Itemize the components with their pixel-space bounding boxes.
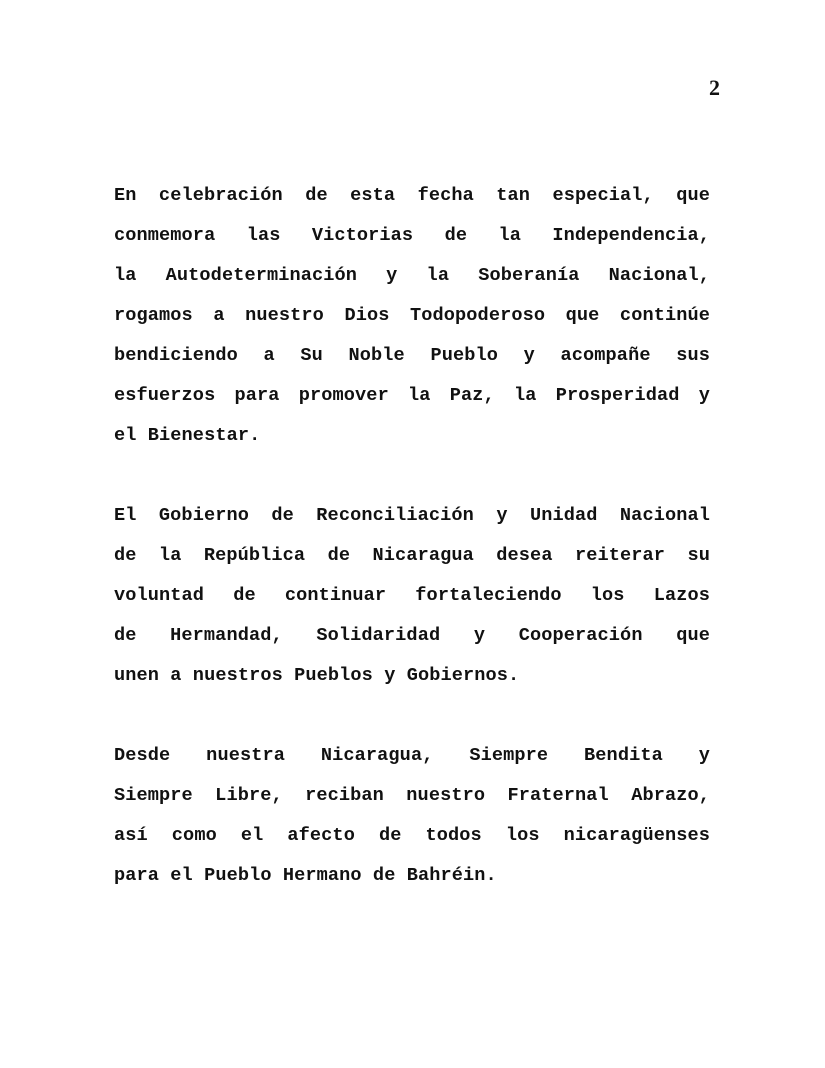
text-line: así como el afecto de todos los nicaragüenses bbox=[114, 825, 710, 846]
text-line: rogamos a nuestro Dios Todopoderoso que continúe bbox=[114, 305, 710, 326]
text-line: de Hermandad, Solidaridad y Cooperación que bbox=[114, 625, 710, 646]
text-line: Siempre Libre, reciban nuestro Fraternal Abrazo, bbox=[114, 785, 710, 806]
text-line: bendiciendo a Su Noble Pueblo y acompañe sus bbox=[114, 345, 710, 366]
paragraph-closing bbox=[114, 736, 710, 896]
text-line: la Autodeterminación y la Soberanía Nacional, bbox=[114, 265, 710, 286]
text-line: el Bienestar. bbox=[114, 425, 261, 446]
text-line: esfuerzos para promover la Paz, la Prosperidad y bbox=[114, 385, 710, 406]
text-line: unen a nuestros Pueblos y Gobiernos. bbox=[114, 665, 520, 686]
text-line: Desde nuestra Nicaragua, Siempre Bendita y bbox=[114, 745, 710, 766]
letter-body bbox=[114, 176, 710, 936]
text-line: de la República de Nicaragua desea reiterar su bbox=[114, 545, 710, 566]
paragraph-government bbox=[114, 496, 710, 696]
text-line: En celebración de esta fecha tan especial, que bbox=[114, 185, 710, 206]
text-line: voluntad de continuar fortaleciendo los Lazos bbox=[114, 585, 710, 606]
text-line: conmemora las Victorias de la Independencia, bbox=[114, 225, 710, 246]
text-line: para el Pueblo Hermano de Bahréin. bbox=[114, 865, 497, 886]
page-number: 2 bbox=[709, 75, 720, 100]
text-line: El Gobierno de Reconciliación y Unidad Nacional bbox=[114, 505, 710, 526]
paragraph-celebration bbox=[114, 176, 710, 456]
